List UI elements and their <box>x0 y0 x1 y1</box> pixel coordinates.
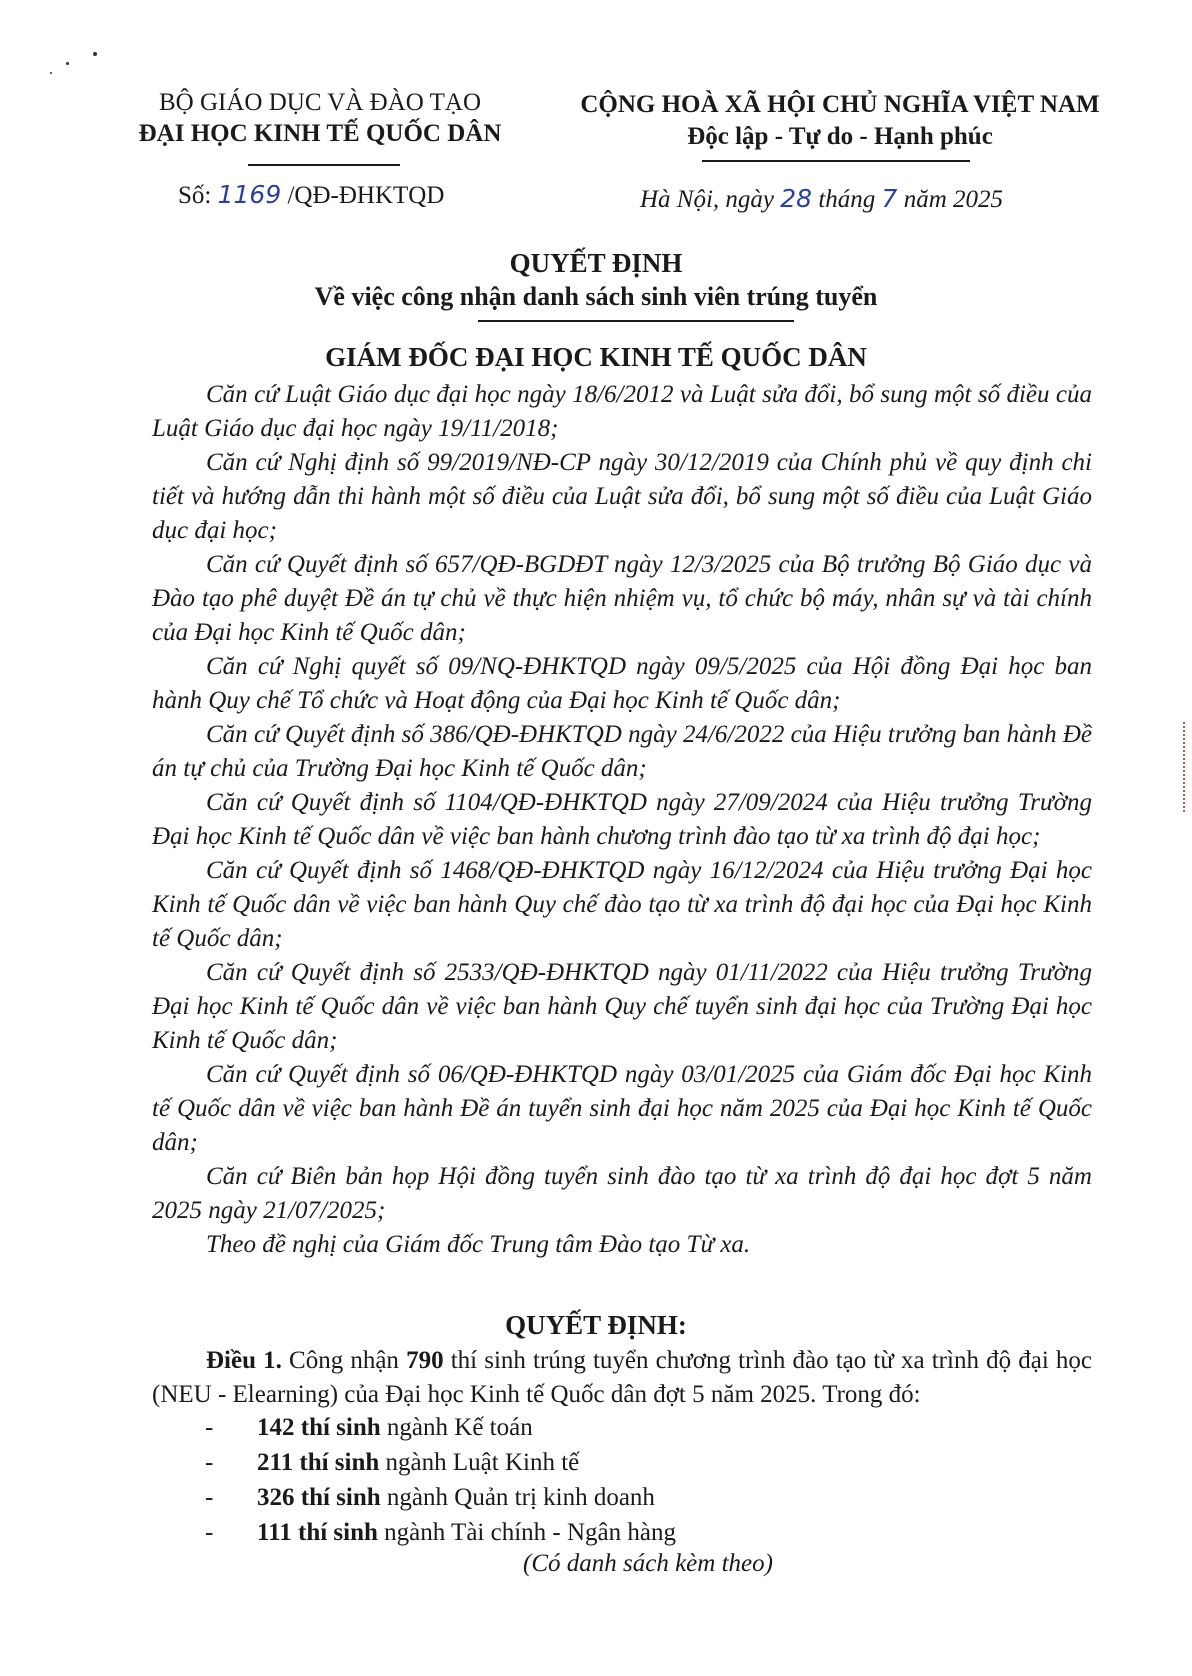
list-dash: - <box>205 1519 214 1546</box>
attachment-note: (Có danh sách kèm theo) <box>523 1550 773 1577</box>
national-motto: Độc lập - Tự do - Hạnh phúc <box>687 123 993 150</box>
list-dash: - <box>205 1449 214 1476</box>
list-dash: - <box>205 1414 214 1441</box>
list-item <box>205 1446 676 1481</box>
item-count: 111 thí sinh <box>257 1519 378 1546</box>
article-text-1: Công nhận <box>281 1347 407 1374</box>
item-text: ngành Kế toán <box>380 1414 533 1441</box>
item-count: 142 thí sinh <box>257 1414 381 1441</box>
document-number-suffix: /QĐ-ĐHKTQD <box>281 182 445 209</box>
date-part-3: năm 2025 <box>897 186 1004 213</box>
date-part-2: tháng <box>812 186 882 213</box>
basis-paragraph: Căn cứ Quyết định số 1468/QĐ-ĐHKTQD ngày 16/12/2024 của Hiệu trưởng Đại học Kinh tế Quốc dân về việc ban hành Quy chế đào tạo từ xa trình độ đại học của Đại học Kinh tế Quốc dân; <box>152 857 1092 952</box>
item-text: ngành Quản trị kinh doanh <box>380 1484 655 1511</box>
basis-paragraph: Căn cứ Quyết định số 2533/QĐ-ĐHKTQD ngày 01/11/2022 của Hiệu trưởng Trường Đại học Kinh tế Quốc dân về việc ban hành Quy chế tuyển sinh đại học của Trường Đại học Kinh tế Quốc dân; <box>152 959 1092 1054</box>
basis-paragraph: Căn cứ Luật Giáo dục đại học ngày 18/6/2012 và Luật sửa đổi, bổ sung một số điều của Luật Giáo dục đại học ngày 19/11/2018; <box>152 381 1092 442</box>
list-item <box>205 1516 676 1551</box>
basis-paragraph: Căn cứ Nghị định số 99/2019/NĐ-CP ngày 30/12/2019 của Chính phủ về quy định chi tiết và hướng dẫn thi hành một số điều của Luật sửa đổi, bổ sung một số điều của Luật Giáo dục đại học; <box>152 449 1092 544</box>
list-item <box>205 1481 676 1516</box>
item-text: ngành Luật Kinh tế <box>379 1449 580 1476</box>
decision-heading: QUYẾT ĐỊNH: <box>505 1310 687 1340</box>
basis-paragraph: Căn cứ Quyết định số 386/QĐ-ĐHKTQD ngày 24/6/2022 của Hiệu trưởng ban hành Đề án tự chủ của Trường Đại học Kinh tế Quốc dân; <box>152 721 1092 782</box>
list-dash: - <box>205 1484 214 1511</box>
admission-list <box>205 1411 676 1551</box>
article-count: 790 <box>406 1347 444 1374</box>
list-item <box>205 1411 676 1446</box>
article-label: Điều 1. <box>206 1347 282 1374</box>
ministry-name: BỘ GIÁO DỤC VÀ ĐÀO TẠO <box>159 89 481 116</box>
scan-speck <box>66 62 69 65</box>
header-left-rule <box>248 164 400 166</box>
basis-paragraph: Căn cứ Quyết định số 657/QĐ-BGDĐT ngày 12/3/2025 của Bộ trưởng Bộ Giáo dục và Đào tạo phê duyệt Đề án tự chủ về thực hiện nhiệm vụ, tổ chức bộ máy, nhân sự và tài chính của Đại học Kinh tế Quốc dân; <box>152 551 1092 646</box>
decision-subject: Về việc công nhận danh sách sinh viên trúng tuyển <box>314 282 878 311</box>
handwritten-number: 1169 <box>217 180 282 209</box>
handwritten-day: 28 <box>780 184 813 213</box>
document-number-prefix: Số: <box>178 182 218 209</box>
item-count: 326 thí sinh <box>257 1484 381 1511</box>
article-text-2: thí sinh trúng tuyển chương trình đào tạo từ xa trình độ đại học (NEU - Elearning) của Đại học Kinh tế Quốc dân đợt 5 năm 2025. Trong đó: <box>152 1347 1092 1408</box>
basis-paragraph: Căn cứ Nghị quyết số 09/NQ-ĐHKTQD ngày 09/5/2025 của Hội đồng Đại học ban hành Quy chế Tổ chức và Hoạt động của Đại học Kinh tế Quốc dân; <box>152 653 1092 714</box>
basis-paragraph: Căn cứ Biên bản họp Hội đồng tuyển sinh đào tạo từ xa trình độ đại học đợt 5 năm 2025 ngày 21/07/2025; <box>152 1163 1092 1224</box>
basis-paragraph: Căn cứ Quyết định số 1104/QĐ-ĐHKTQD ngày 27/09/2024 của Hiệu trưởng Trường Đại học Kinh tế Quốc dân về việc ban hành chương trình đào tạo từ xa trình độ đại học; <box>152 789 1092 850</box>
decision-title: QUYẾT ĐỊNH <box>509 248 683 278</box>
document-number <box>178 178 444 212</box>
document-date <box>640 182 1003 216</box>
scan-speck <box>50 72 52 74</box>
university-name: ĐẠI HỌC KINH TẾ QUỐC DÂN <box>138 120 502 147</box>
basis-paragraph: Theo đề nghị của Giám đốc Trung tâm Đào tạo Từ xa. <box>206 1231 751 1258</box>
item-text: ngành Tài chính - Ngân hàng <box>377 1519 676 1546</box>
scan-speck <box>93 52 97 56</box>
header-right-rule <box>702 160 970 162</box>
national-title: CỘNG HOÀ XÃ HỘI CHỦ NGHĨA VIỆT NAM <box>580 91 1100 118</box>
handwritten-month: 7 <box>881 184 898 213</box>
stamp-edge-mark <box>1183 722 1185 812</box>
basis-paragraph: Căn cứ Quyết định số 06/QĐ-ĐHKTQD ngày 03/01/2025 của Giám đốc Đại học Kinh tế Quốc dân về việc ban hành Đề án tuyển sinh đại học năm 2025 của Đại học Kinh tế Quốc dân; <box>152 1061 1092 1156</box>
date-part-1: Hà Nội, ngày <box>640 186 781 213</box>
legal-basis <box>152 378 1092 1262</box>
subject-rule <box>478 320 794 322</box>
article-1 <box>152 1344 1092 1412</box>
item-count: 211 thí sinh <box>257 1449 380 1476</box>
issuing-authority: GIÁM ĐỐC ĐẠI HỌC KINH TẾ QUỐC DÂN <box>325 342 867 372</box>
